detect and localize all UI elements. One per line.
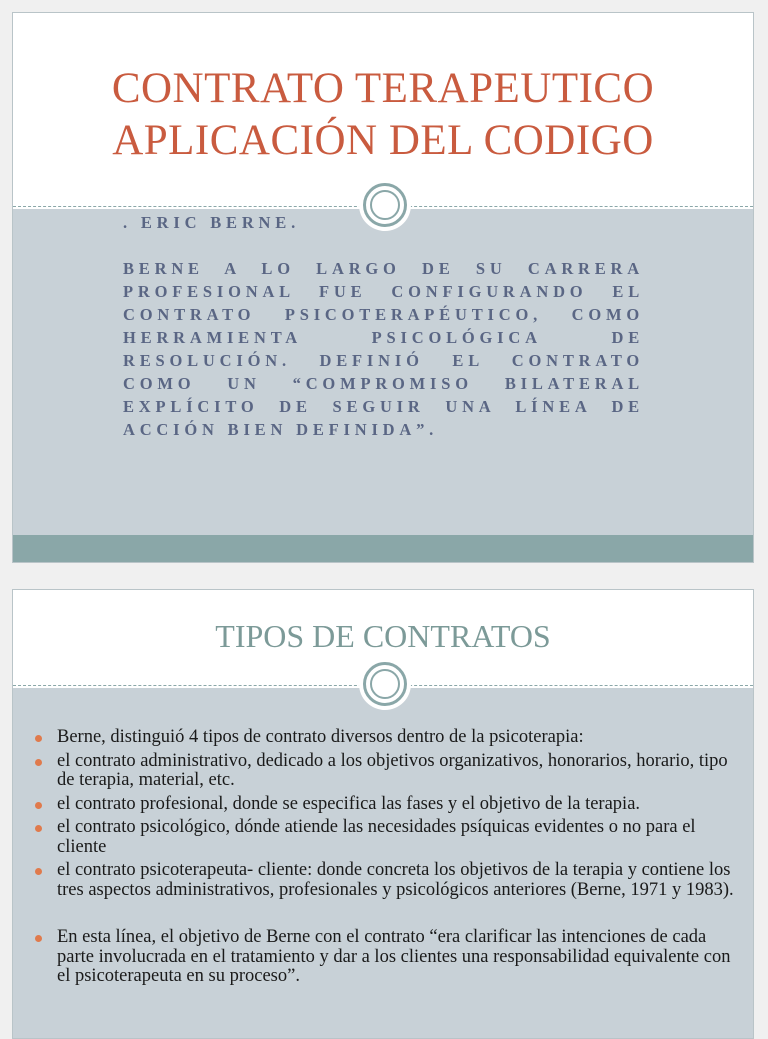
slide-1-title-area: [13, 13, 753, 206]
bullet-dot-icon: [35, 825, 42, 832]
definition-paragraph: [123, 257, 644, 441]
footer-accent-bar: [13, 535, 753, 562]
list-item-text: En esta línea, el objetivo de Berne con el contrato “era clarificar las intenciones de cada parte involucrada en el tratamiento y dar a los clientes una responsabilidad equivalente con el psicoterapeuta en su proceso”.: [57, 927, 731, 986]
slide-2-title: TIPOS DE CONTRATOS: [215, 618, 551, 654]
bullet-dot-icon: [35, 759, 42, 766]
list-item: [35, 861, 735, 900]
definition-paragraph-last-line: ACCIÓN BIEN DEFINIDA”.: [123, 420, 439, 439]
list-item: [35, 752, 735, 791]
slide-1: [12, 12, 754, 563]
ring-ornament-icon: [363, 662, 407, 706]
list-item-text: Berne, distinguió 4 tipos de contrato diversos dentro de la psicoterapia:: [57, 727, 584, 747]
slide-1-title-line-1: CONTRATO TERAPEUTICO: [111, 65, 655, 112]
list-item-text: el contrato psicológico, dónde atiende las necesidades psíquicas evidentes o no para el cliente: [57, 817, 696, 857]
bullet-dot-icon: [35, 868, 42, 875]
bullet-dot-icon: [35, 802, 42, 809]
slide-1-title: [13, 63, 753, 167]
list-item-text: el contrato psicoterapeuta- cliente: donde concreta los objetivos de la terapia y contiene los tres aspectos administrativos, profesionales y psicológicos anteriores (Berne, 1971 y 1983).: [57, 860, 734, 900]
slide-1-subtitle: [123, 211, 644, 441]
list-item: [35, 818, 735, 857]
bullet-dot-icon: [35, 935, 42, 942]
list-item: [35, 928, 735, 987]
contract-types-list: [35, 728, 735, 991]
list-item-text: el contrato administrativo, dedicado a los objetivos organizativos, honorarios, horario, tipo de terapia, material, etc.: [57, 750, 728, 790]
list-item: [35, 795, 735, 815]
definition-paragraph-main: BERNE A LO LARGO DE SU CARRERA PROFESIONAL FUE CONFIGURANDO EL CONTRATO PSICOTERAPÉUTICO, COMO HERRAMIENTA PSICOLÓGICA DE RESOLUCIÓN. DEFINIÓ EL CONTRATO COMO UN “COMPROMISO BILATERAL EXPLÍCITO DE SEGUIR UNA LÍNEA DE: [123, 259, 644, 416]
list-item-text: el contrato profesional, donde se especifica las fases y el objetivo de la terapia.: [57, 793, 641, 814]
slide-2: [12, 589, 754, 1039]
author-line: . ERIC BERNE.: [123, 213, 301, 232]
list-item: [35, 728, 735, 748]
slide-1-title-line-2: APLICACIÓN DEL CODIGO: [112, 117, 654, 164]
bullet-dot-icon: [35, 735, 42, 742]
